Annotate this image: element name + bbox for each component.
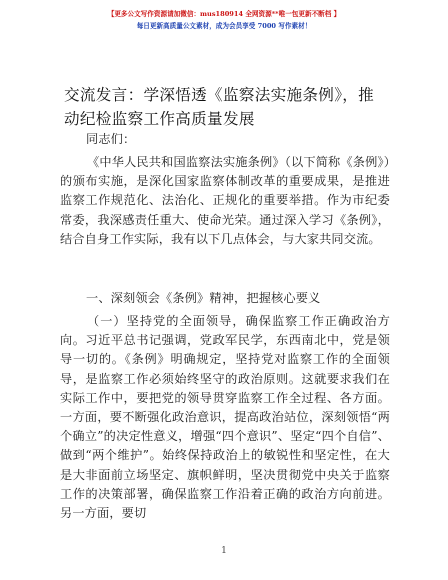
promo-line-2: 每日更新高质量公文素材，成为会员享受 7000 写作素材！ — [136, 22, 312, 30]
promo-line-1: 【更多公文写作资源请加微信：mus180914 全网资源**唯一包更新不断档 】 — [107, 10, 341, 18]
paragraph-section-1: （一）坚持党的全面领导，确保监察工作正确政治方向。习近平总书记强调，党政军民学，东西南北中，党是领导一切的。《条例》明确规定，坚持党对监察工作的全面领导，是监察工作必须始终坚守的政治原则。这就要求我们在实际工作中，要把党的领导贯穿监察工作全过程、各方面。一方面，要不断强化政治意识，提高政治站位，深刻领悟“两个确立”的决定性意义，增强“四个意识”、坚定“四个自信”、做到“两个维护”。始终保持政治上的敏锐性和坚定性，在大是大非面前立场坚定、旗帜鲜明，坚决贯彻党中央关于监察工作的决策部署，确保监察工作沿着正确的政治方向前进。另一方面，要切 — [60, 314, 390, 521]
section-heading: 一、深刻领会《条例》精神，把握核心要义 — [86, 291, 321, 305]
paragraph-intro: 《中华人民共和国监察法实施条例》（以下简称《条例》）的颁布实施，是深化国家监察体制改革的重要成果，是推进监察工作规范化、法治化、正规化的重要举措。作为市纪委常委，我深感责任重大、使命光荣。通过深入学习《条例》，结合自身工作实际，我有以下几点体会，与大家共同交流。 — [60, 155, 390, 246]
promo-banner — [0, 8, 448, 32]
page-number: 1 — [221, 546, 227, 556]
greeting: 同志们： — [86, 132, 136, 146]
document-title: 交流发言：学深悟透《监察法实施条例》，推动纪检监察工作高质量发展 — [64, 86, 375, 128]
